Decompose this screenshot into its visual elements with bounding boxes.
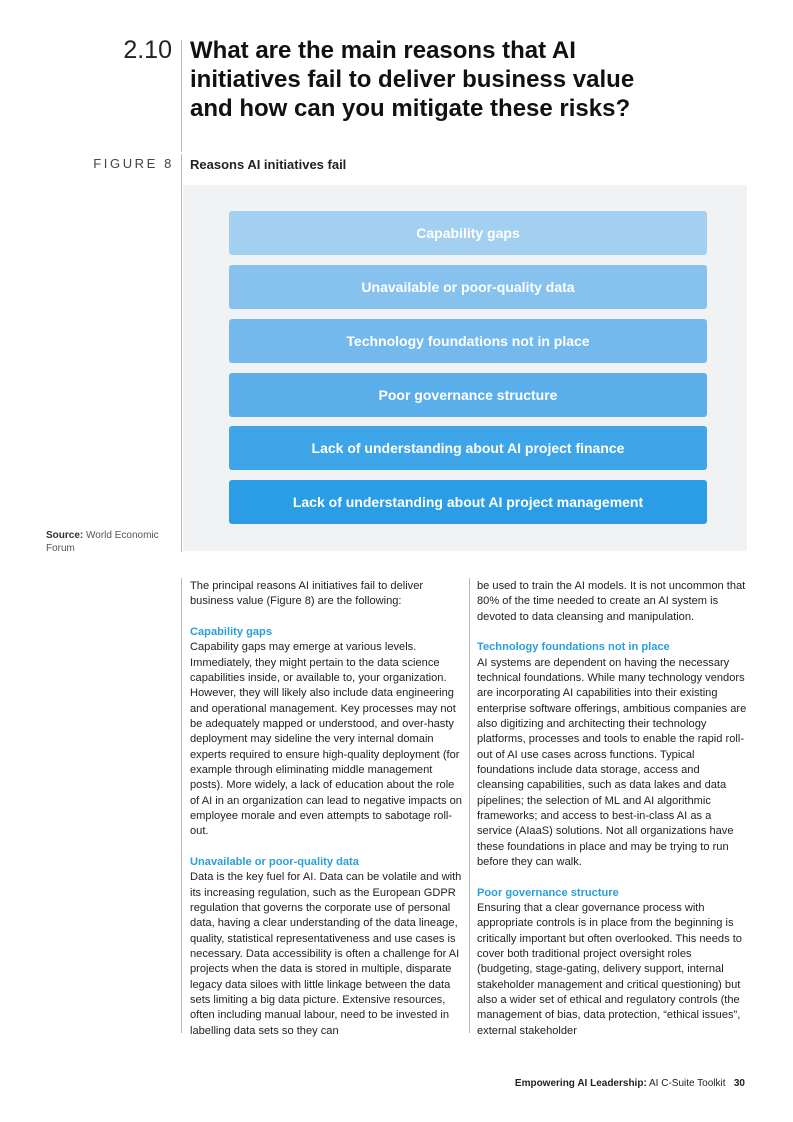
header-rule — [181, 40, 182, 152]
section-number: 2.10 — [123, 36, 172, 64]
bar-label: Technology foundations not in place — [346, 333, 590, 349]
section-title: What are the main reasons that AI initiatives fail to deliver business value and how can you mitigate these risks? — [190, 37, 635, 122]
paragraph-capability-gaps: Capability gaps may emerge at various levels. Immediately, they might pertain to the data science capabilities inside, or available to, your organization. However, they will likely also include data engineering and operational management. Key processes may not be adequately mapped or understood, and over-hasty deployment may sideline the very internal domain experts required to ensure high-quality deployment (for example through eliminating middle management posts). More widely, a lack of education about the role of AI in an organization can lead to negative impacts on employee morale and even attempts to sabotage roll-out. — [190, 641, 462, 838]
paragraph-poor-quality-data-cont: be used to train the AI models. It is not uncommon that 80% of the time needed to create an AI system is devoted to data cleansing and manipulation. — [477, 580, 746, 623]
bar-poor-quality-data — [229, 265, 707, 309]
body-column-right — [477, 579, 749, 1054]
bar-label: Unavailable or poor-quality data — [361, 279, 575, 295]
heading-poor-quality-data: Unavailable or poor-quality data — [190, 855, 359, 868]
page-number: 30 — [733, 1078, 745, 1089]
figure-source — [46, 529, 166, 555]
paragraph-technology-foundations: AI systems are dependent on having the necessary technical foundations. While many technology vendors are incorporating AI capabilities into their existing enterprise software offerings, ambitious companies are also digitizing and architecting their technology platforms, processes and tools to enable the rapid roll-out of AI use cases across functions. Typical foundations include data storage, access and cleansing capabilities, such as data lakes and data pipelines; the selection of ML and AI algorithmic frameworks; and access to best-in-class AI as a service (AIaaS) solutions. Not all organizations have these foundations in place and may be trying to run before they can walk. — [477, 656, 747, 868]
figure-rule — [181, 154, 182, 552]
body-column-left — [190, 579, 462, 1054]
body-rule-left — [181, 578, 182, 1033]
source-text: World Economic Forum — [46, 530, 159, 554]
bar-poor-governance — [229, 373, 707, 417]
bar-technology-foundations — [229, 319, 707, 363]
heading-technology-foundations: Technology foundations not in place — [477, 641, 670, 654]
body-rule-right — [469, 578, 470, 1033]
paragraph-poor-governance: Ensuring that a clear governance process with appropriate controls is in place from the beginning is critically important but often overlooked. This needs to cover both traditional project oversight roles (budgeting, stage-gating, delivery support, internal stakeholder management and critical questioning) but also a wider set of ethical and regulatory controls (the management of bias, data protection, “ethical issues”, external stakeholder — [477, 901, 742, 1037]
bar-label: Lack of understanding about AI project management — [292, 494, 644, 510]
bar-project-finance — [229, 426, 707, 470]
paragraph-poor-quality-data: Data is the key fuel for AI. Data can be volatile and with its increasing regulation, such as the European GDPR regulation that governs the corporate use of personal data, having a clear understanding of the data lineage, quality, statistical representativeness and use cases is necessary. Data accessibility is often a challenge for AI projects when the data is stored in multiple, disparate legacy data siloes with little linkage between the data sets limiting a big data picture. Extensive resources, often including manual labour, need to be invested in labelling data sets so they can — [190, 871, 462, 1037]
figure-label: FIGURE 8 — [93, 156, 174, 171]
intro-paragraph: The principal reasons AI initiatives fail to deliver business value (Figure 8) are the following: — [190, 580, 424, 608]
bar-label: Capability gaps — [416, 225, 520, 241]
page-footer — [440, 1078, 745, 1089]
bar-capability-gaps — [229, 211, 707, 255]
bar-label: Poor governance structure — [378, 387, 558, 403]
footer-subtitle: AI C-Suite Toolkit — [646, 1078, 726, 1089]
bar-project-management — [229, 480, 707, 524]
footer-title: Empowering AI Leadership: — [514, 1078, 647, 1089]
figure-title: Reasons AI initiatives fail — [190, 157, 347, 172]
source-label: Source: — [46, 530, 84, 541]
heading-poor-governance: Poor governance structure — [477, 886, 619, 899]
bar-label: Lack of understanding about AI project finance — [311, 440, 625, 456]
heading-capability-gaps: Capability gaps — [190, 625, 272, 638]
figure-diagram — [183, 185, 747, 551]
